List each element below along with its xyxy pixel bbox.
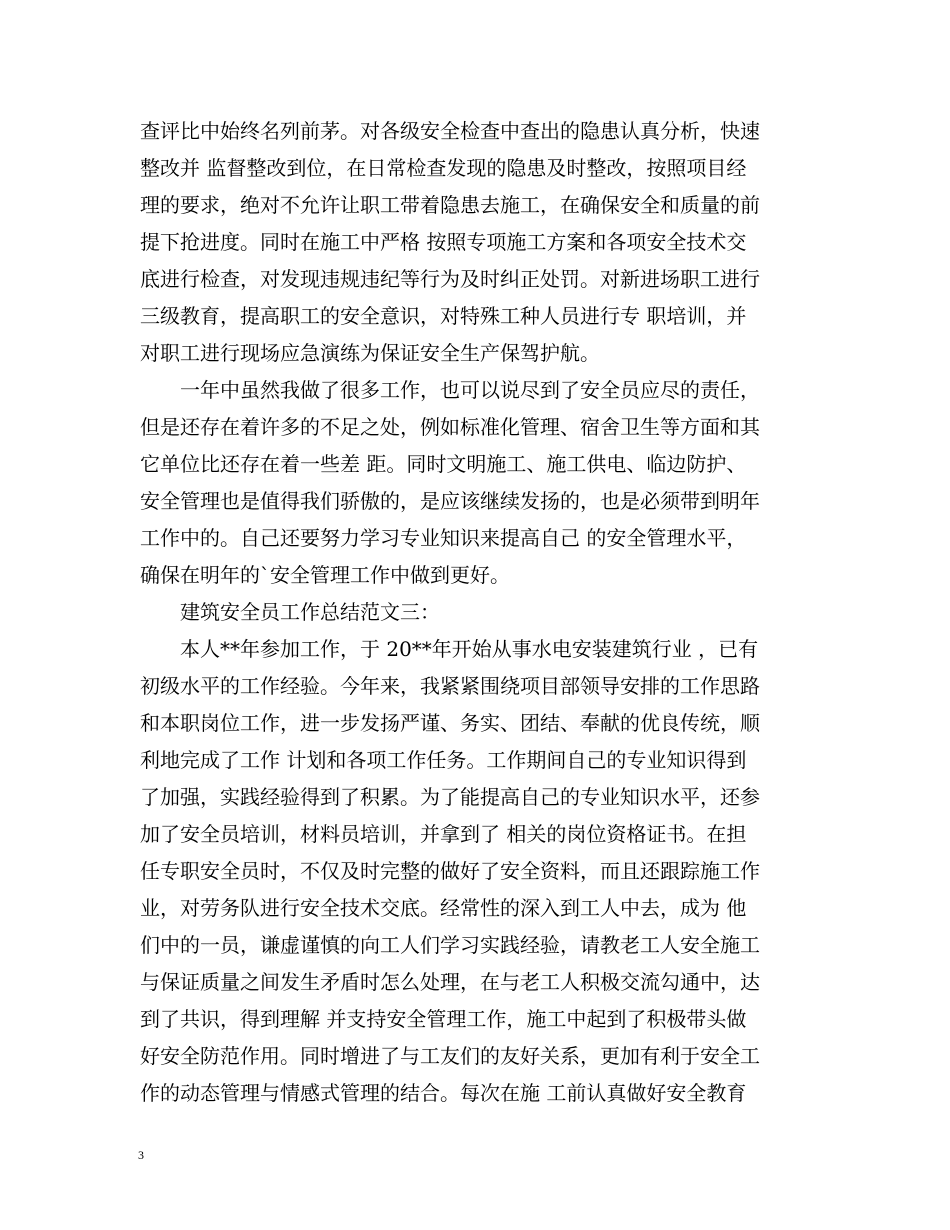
- page-number: 3: [138, 1148, 144, 1162]
- text-line: 和本职岗位工作，进一步发扬严谨、务实、团结、奉献的优良传统，顺: [140, 711, 760, 735]
- text-line: 们中的一员，谦虚谨慎的向工人们学习实践经验，请教老工人安全施工: [140, 933, 760, 957]
- text-line: 工作中的。自己还要努力学习专业知识来提高自己 的安全管理水平，: [140, 526, 747, 550]
- text-line: 底进行检查，对发现违规违纪等行为及时纠正处罚。对新进场职工进行: [140, 267, 760, 291]
- text-line: 对职工进行现场应急演练为保证安全生产保驾护航。: [140, 341, 600, 365]
- text-line: 加了安全员培训，材料员培训，并拿到了 相关的岗位资格证书。在担: [140, 822, 747, 846]
- text-line: 一年中虽然我做了很多工作，也可以说尽到了安全员应尽的责任，: [140, 378, 760, 402]
- text-line: 好安全防范作用。同时增进了与工友们的友好关系，更加有利于安全工: [140, 1044, 760, 1068]
- text-line: 整改并 监督整改到位，在日常检查发现的隐患及时整改，按照项目经: [140, 156, 747, 180]
- text-line: 确保在明年的`安全管理工作中做到更好。: [140, 563, 510, 587]
- text-line: 作的动态管理与情感式管理的结合。每次在施 工前认真做好安全教育: [140, 1081, 747, 1105]
- text-line: 本人**年参加工作，于 20**年开始从事水电安装建筑行业 ，已有: [140, 637, 759, 661]
- text-line: 但是还存在着许多的不足之处，例如标准化管理、宿舍卫生等方面和其: [140, 415, 760, 439]
- text-line: 到了共识，得到理解 并支持安全管理工作，施工中起到了积极带头做: [140, 1007, 747, 1031]
- text-line: 业，对劳务队进行安全技术交底。经常性的深入到工人中去，成为 他: [140, 896, 747, 920]
- text-line: 初级水平的工作经验。今年来，我紧紧围绕项目部领导安排的工作思路: [140, 674, 760, 698]
- text-line: 安全管理也是值得我们骄傲的，是应该继续发扬的，也是必须带到明年: [140, 489, 760, 513]
- text-line: 查评比中始终名列前茅。对各级安全检查中查出的隐患认真分析，快速: [140, 119, 760, 143]
- text-line: 利地完成了工作 计划和各项工作任务。工作期间自己的专业知识得到: [140, 748, 747, 772]
- text-line: 它单位比还存在着一些差 距。同时文明施工、施工供电、临边防护、: [140, 452, 747, 476]
- section-heading: 建筑安全员工作总结范文三：: [140, 600, 440, 624]
- text-line: 任专职安全员时，不仅及时完整的做好了安全资料，而且还跟踪施工作: [140, 859, 760, 883]
- text-line: 理的要求，绝对不允许让职工带着隐患去施工，在确保安全和质量的前: [140, 193, 760, 217]
- text-line: 提下抢进度。同时在施工中严格 按照专项施工方案和各项安全技术交: [140, 230, 747, 254]
- text-line: 三级教育，提高职工的安全意识，对特殊工种人员进行专 职培训，并: [140, 304, 747, 328]
- body-text: [140, 113, 820, 1112]
- text-line: 了加强，实践经验得到了积累。为了能提高自己的专业知识水平，还参: [140, 785, 760, 809]
- text-line: 与保证质量之间发生矛盾时怎么处理，在与老工人积极交流勾通中，达: [140, 970, 760, 994]
